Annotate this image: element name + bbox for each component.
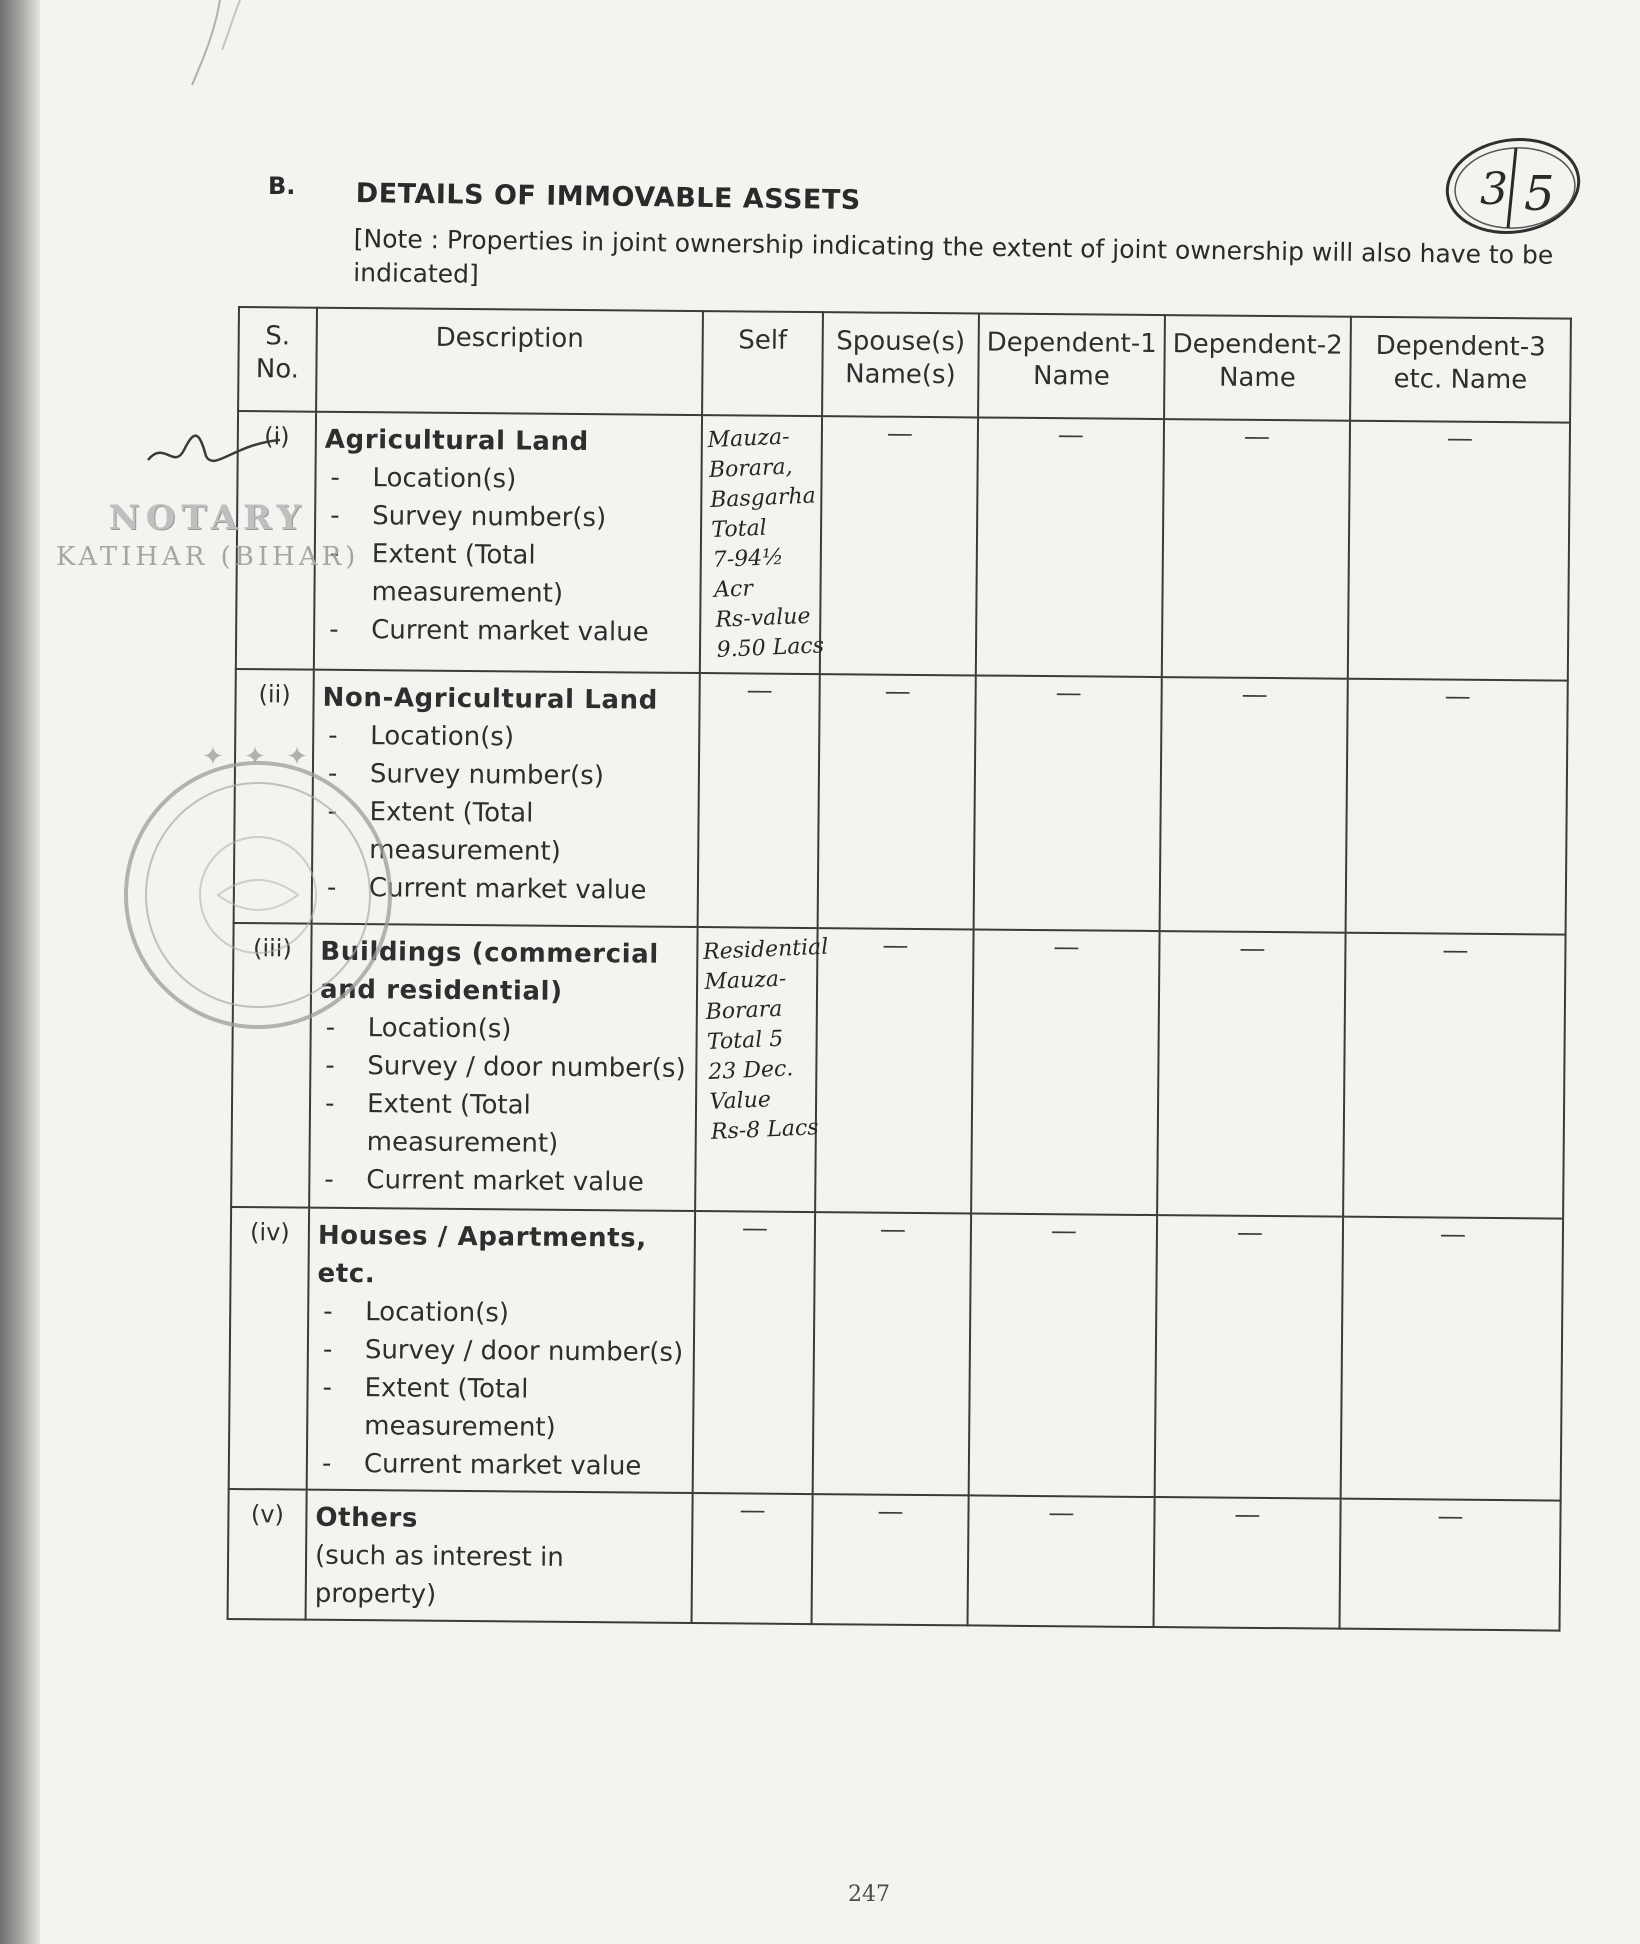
header-sno: S. No. (238, 307, 317, 412)
row-category-title: Agricultural Land (324, 424, 589, 458)
dash-entry: — (1057, 420, 1085, 451)
dependent-1-cell (969, 1213, 1157, 1497)
list-item: - Current market value (321, 869, 691, 910)
table-row (231, 923, 1565, 1219)
dependent-1-cell (974, 675, 1162, 931)
dependent-2-cell (1157, 931, 1345, 1217)
dash-entry: — (746, 675, 773, 706)
list-item: - Current market value (316, 1445, 686, 1486)
handwritten-entry: Residential Mauza- Borara Total 5 23 Dec. Value Rs-8 Lacs (702, 934, 829, 1145)
notary-stamp-text (56, 498, 359, 572)
row-category-title: Houses / Apartments, etc. (317, 1220, 647, 1290)
dash-entry: — (1236, 1217, 1264, 1248)
list-item: - Extent (Total measurement) (321, 793, 692, 872)
section-title: DETAILS OF IMMOVABLE ASSETS (355, 178, 861, 217)
scan-page-edge (0, 0, 40, 1944)
row-description (306, 1490, 693, 1623)
dash-entry: — (1444, 681, 1471, 712)
row-sno: (iv) (229, 1207, 309, 1490)
dash-entry: — (877, 1496, 904, 1527)
list-item: - Survey / door number(s) (319, 1047, 689, 1088)
section-note: [Note : Properties in joint ownership indicating the extent of joint ownership will also have to be indicated] (353, 223, 1554, 289)
immovable-assets-table (227, 306, 1572, 1632)
immovable-assets-table-wrap (227, 306, 1570, 1632)
spouse-cell (813, 1212, 971, 1495)
dash-entry: — (1243, 421, 1271, 453)
signature-mark (144, 420, 284, 480)
self-cell (695, 927, 829, 1212)
row-category-title: Non-Agricultural Land (322, 682, 659, 716)
dependent-2-cell (1162, 419, 1350, 679)
dash-entry: — (886, 418, 914, 449)
list-item: - Extent (Total measurement) (316, 1369, 687, 1448)
row-category-title: Buildings (commercial and residential) (319, 936, 660, 1007)
handwritten-entry: Mauza- Borara, Basgarha Total 7-94½ Acr Rs-value 9.50 Lacs (707, 424, 825, 663)
dash-entry: — (741, 1213, 769, 1244)
dash-entry: — (1437, 1501, 1464, 1532)
self-cell (698, 673, 820, 928)
page-mark-numerator: 3 (1480, 164, 1508, 215)
row-category-title: Others (315, 1502, 419, 1534)
header-description: Description (316, 308, 703, 415)
header-dependent-2: Dependent-2 Name (1164, 315, 1351, 421)
dash-entry: — (1048, 1498, 1075, 1529)
dependent-3-cell (1343, 933, 1565, 1219)
list-item: - Current market value (318, 1161, 688, 1202)
dependent-2-cell (1154, 1497, 1341, 1629)
dependent-2-cell (1155, 1215, 1343, 1499)
dependent-3-cell (1339, 1499, 1560, 1631)
table-header-row (238, 307, 1571, 423)
row-sno: (i) (236, 411, 316, 670)
list-item: - Extent (Total measurement) (323, 535, 694, 614)
svg-text:✦ ✦ ✦: ✦ ✦ ✦ (202, 742, 314, 772)
section-letter: B. (268, 172, 296, 200)
spouse-cell (812, 1494, 969, 1625)
list-item: - Survey / door number(s) (317, 1331, 687, 1372)
header-dependent-1: Dependent-1 Name (978, 313, 1165, 419)
list-item: - Survey number(s) (324, 497, 694, 538)
list-item: - Location(s) (324, 459, 694, 500)
dash-entry: — (739, 1495, 766, 1526)
list-item: - Current market value (323, 611, 693, 652)
dependent-2-cell (1160, 677, 1348, 933)
spouse-cell (818, 674, 976, 929)
dash-entry: — (1239, 933, 1266, 964)
dash-entry: — (1053, 932, 1080, 963)
page-count-mark (1438, 130, 1588, 240)
dash-entry: — (1439, 1219, 1467, 1250)
notary-seal-stamp (118, 705, 398, 1085)
table-row (229, 1207, 1563, 1501)
row-sub-items (316, 1293, 688, 1486)
spouse-cell (815, 928, 973, 1213)
spouse-cell (820, 416, 978, 675)
header-dependent-3: Dependent-3 etc. Name (1350, 317, 1571, 423)
row-description (314, 412, 702, 673)
row-sno: (ii) (234, 669, 314, 924)
dash-entry: — (1055, 678, 1082, 709)
dash-entry: — (1050, 1216, 1078, 1247)
list-item: - Location(s) (322, 717, 692, 758)
dependent-1-cell (968, 1495, 1155, 1627)
list-item: - Extent (Total measurement) (319, 1085, 690, 1164)
table-row (236, 411, 1570, 681)
list-item: - Survey number(s) (322, 755, 692, 796)
self-cell (693, 1211, 815, 1494)
table-row (228, 1489, 1561, 1631)
corner-scribble-mark (180, 0, 270, 90)
table-row (234, 669, 1568, 935)
header-self: Self (702, 311, 823, 416)
dependent-1-cell (971, 929, 1159, 1215)
row-description (307, 1208, 695, 1493)
dash-entry: — (882, 930, 909, 961)
page-number: 247 (848, 1882, 890, 1907)
self-cell (700, 415, 825, 674)
row-sno: (iii) (231, 923, 311, 1208)
dependent-3-cell (1341, 1217, 1563, 1501)
row-sub-items (323, 459, 695, 652)
dash-entry: — (1442, 935, 1469, 966)
notary-word: NOTARY (108, 498, 307, 538)
dependent-1-cell (976, 417, 1164, 677)
dash-entry: — (1446, 423, 1474, 454)
dash-entry: — (884, 676, 911, 707)
header-spouse: Spouse(s) Name(s) (822, 312, 979, 417)
dash-entry: — (1241, 679, 1268, 710)
dependent-3-cell (1348, 421, 1570, 681)
row-sno: (v) (228, 1489, 307, 1620)
page-mark-denominator: 5 (1524, 166, 1555, 222)
notary-place: KATIHAR (BIHAR) (56, 542, 360, 572)
self-cell (692, 1493, 813, 1624)
row-category-subtitle: (such as interest in property) (314, 1540, 564, 1610)
dependent-3-cell (1346, 679, 1568, 935)
dash-entry: — (1234, 1499, 1261, 1530)
list-item: - Location(s) (317, 1293, 687, 1334)
list-item: - Location(s) (320, 1009, 690, 1050)
dash-entry: — (879, 1214, 907, 1245)
